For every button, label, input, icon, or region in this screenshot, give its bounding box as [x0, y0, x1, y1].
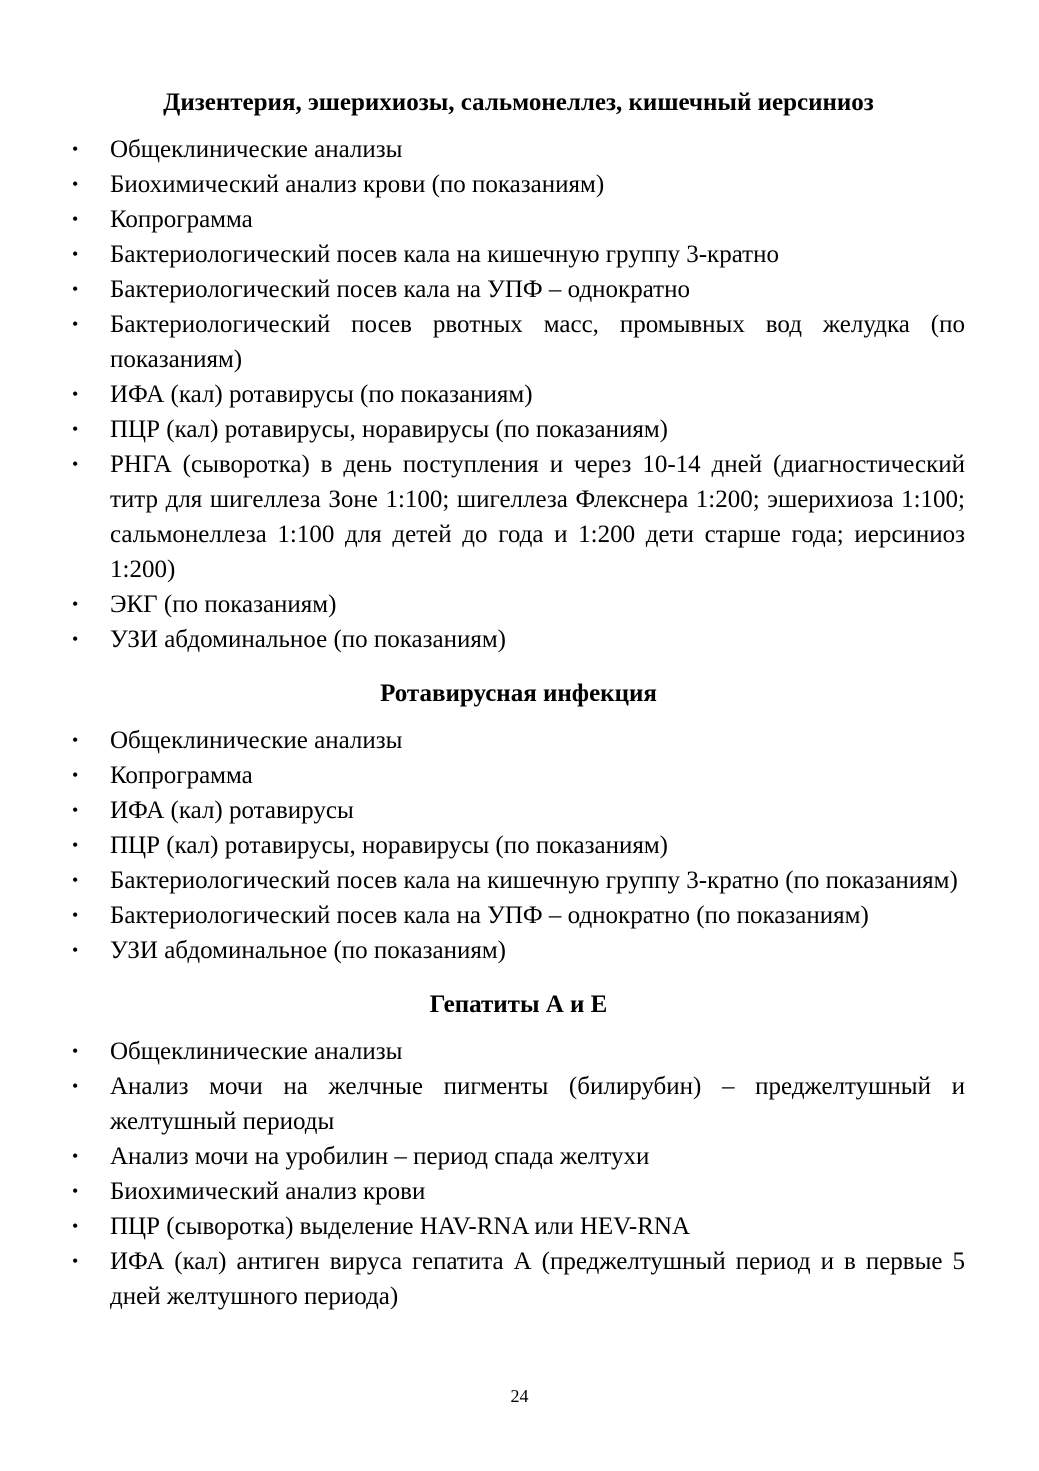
list-item-text: Бактериологический посев кала на кишечную группу 3-кратно (по показаниям) [110, 867, 958, 894]
list-item-text: Общеклинические анализы [110, 727, 403, 754]
document-page [72, 84, 965, 1332]
list-item [72, 793, 965, 828]
list-item-text: ИФА (кал) ротавирусы [110, 797, 354, 824]
list-item-text: ПЦР (кал) ротавирусы, норавирусы (по показаниям) [110, 416, 669, 443]
section [72, 675, 965, 968]
list-item [72, 412, 965, 447]
bullet-icon: • [72, 800, 79, 820]
bullet-icon: • [72, 314, 79, 334]
bullet-icon: • [72, 629, 79, 649]
list-item [72, 723, 965, 758]
section-title: Гепатиты А и Е [429, 991, 608, 1018]
bullet-icon: • [72, 1076, 79, 1096]
list-item [72, 202, 965, 237]
list-item-text: Анализ мочи на желчные пигменты (билирубин) – преджелтушный и желтушный периоды [110, 1073, 965, 1135]
bullet-list [72, 132, 965, 657]
list-item-text: Биохимический анализ крови [110, 1178, 426, 1205]
bullet-icon: • [72, 279, 79, 299]
bullet-icon: • [72, 1146, 79, 1166]
list-item [72, 1034, 965, 1069]
list-item-text: ИФА (кал) антиген вируса гепатита А (преджелтушный период и в первые 5 дней желтушного периода) [110, 1248, 965, 1310]
list-item [72, 377, 965, 412]
bullet-icon: • [72, 1251, 79, 1271]
bullet-icon: • [72, 730, 79, 750]
list-item-text: УЗИ абдоминальное (по показаниям) [110, 626, 507, 653]
list-item-text: ЭКГ (по показаниям) [110, 591, 337, 618]
bullet-icon: • [72, 765, 79, 785]
list-item-text: Бактериологический посев рвотных масс, промывных вод желудка (по показаниям) [110, 311, 965, 373]
bullet-icon: • [72, 870, 79, 890]
list-item-text: Общеклинические анализы [110, 136, 403, 163]
list-item [72, 863, 965, 898]
list-item-text: РНГА (сыворотка) в день поступления и через 10-14 дней (диагностический титр для шигеллеза Зоне 1:100; шигеллеза Флекснера 1:200; эшерихиоза 1:100; сальмонеллеза 1:100 для детей до года и 1:200 дети старше года; иерсиниоз 1:200) [110, 451, 965, 583]
list-item [72, 758, 965, 793]
bullet-icon: • [72, 209, 79, 229]
list-item-text: Общеклинические анализы [110, 1038, 403, 1065]
list-item-text: Бактериологический посев кала на УПФ – однократно (по показаниям) [110, 902, 869, 929]
bullet-icon: • [72, 139, 79, 159]
list-item-text: Биохимический анализ крови (по показаниям) [110, 171, 605, 198]
bullet-icon: • [72, 1181, 79, 1201]
list-item [72, 622, 965, 657]
list-item [72, 447, 965, 587]
list-item-text: ПЦР (сыворотка) выделение HAV-RNA или HEV-RNA [110, 1213, 691, 1240]
list-item [72, 828, 965, 863]
bullet-list [72, 1034, 965, 1314]
list-item [72, 167, 965, 202]
list-item [72, 132, 965, 167]
bullet-icon: • [72, 905, 79, 925]
bullet-icon: • [72, 419, 79, 439]
list-item-text: Анализ мочи на уробилин – период спада желтухи [110, 1143, 650, 1170]
section-title: Дизентерия, эшерихиозы, сальмонеллез, кишечный иерсиниоз [163, 89, 874, 116]
list-item [72, 587, 965, 622]
list-item-text: Бактериологический посев кала на кишечную группу 3-кратно [110, 241, 779, 268]
bullet-list [72, 723, 965, 968]
section [72, 84, 965, 657]
bullet-icon: • [72, 244, 79, 264]
list-item-text: Бактериологический посев кала на УПФ – однократно [110, 276, 690, 303]
list-item [72, 272, 965, 307]
list-item [72, 1174, 965, 1209]
list-item [72, 1244, 965, 1314]
list-item-text: Копрограмма [110, 206, 253, 233]
bullet-icon: • [72, 940, 79, 960]
list-item-text: ИФА (кал) ротавирусы (по показаниям) [110, 381, 533, 408]
bullet-icon: • [72, 384, 79, 404]
list-item [72, 1139, 965, 1174]
bullet-icon: • [72, 835, 79, 855]
list-item-text: УЗИ абдоминальное (по показаниям) [110, 937, 507, 964]
page-number: 24 [510, 1386, 529, 1406]
list-item [72, 237, 965, 272]
bullet-icon: • [72, 594, 79, 614]
list-item-text: ПЦР (кал) ротавирусы, норавирусы (по показаниям) [110, 832, 669, 859]
list-item [72, 1209, 965, 1244]
bullet-icon: • [72, 1216, 79, 1236]
section [72, 986, 965, 1314]
section-title: Ротавирусная инфекция [380, 680, 657, 707]
bullet-icon: • [72, 454, 79, 474]
list-item [72, 898, 965, 933]
bullet-icon: • [72, 174, 79, 194]
bullet-icon: • [72, 1041, 79, 1061]
list-item [72, 933, 965, 968]
list-item [72, 307, 965, 377]
list-item [72, 1069, 965, 1139]
list-item-text: Копрограмма [110, 762, 253, 789]
